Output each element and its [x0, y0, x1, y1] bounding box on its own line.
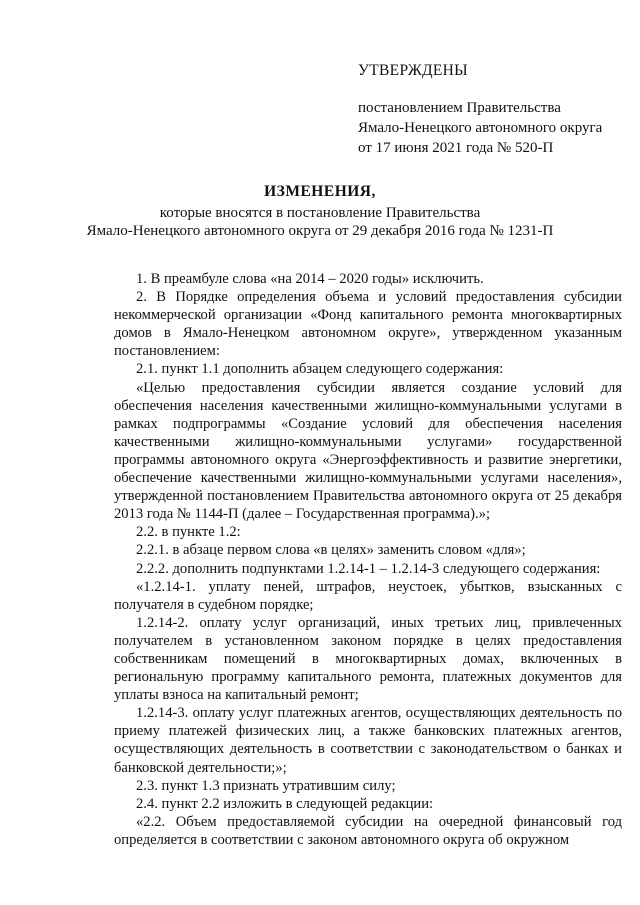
paragraph: 1.2.14-3. оплату услуг платежных агентов, осуществляющих деятельность по приему платежей физических лиц, а также банковских платежных агентов, осуществляющих деятельность в соответствии с законодательством о банках и банковской деятельности;»;	[114, 705, 622, 776]
paragraph: 2.2.1. в абзаце первом слова «в целях» заменить словом «для»;	[136, 542, 526, 559]
document-subtitle: которые вносятся в постановление Правительства	[159, 205, 481, 221]
paragraph: 2. В Порядке определения объема и условий предоставления субсидии некоммерческой организации «Фонд капитального ремонта многоквартирных домов в Ямало-Ненецком автономном округе», утвержденном указанным постановлением:	[114, 289, 622, 360]
paragraph: 2.2.2. дополнить подпунктами 1.2.14-1 – 1.2.14-3 следующего содержания:	[136, 560, 601, 577]
paragraph: 2.4. пункт 2.2 изложить в следующей редакции:	[136, 795, 434, 812]
paragraph: 2.3. пункт 1.3 признать утратившим силу;	[136, 777, 396, 794]
paragraph: 2.1. пункт 1.1 дополнить абзацем следующего содержания:	[136, 361, 504, 378]
approval-block	[358, 98, 602, 158]
document-body	[114, 270, 622, 849]
paragraph: 1.2.14-2. оплату услуг организаций, иных третьих лиц, привлеченных получателем в установленном законом порядке в целях предоставления собственникам помещений в многоквартирных домах, включенных в региональную программу капитального ремонта, платежных документов для уплаты взноса на капитальный ремонт;	[114, 614, 622, 704]
document-title: ИЗМЕНЕНИЯ,	[264, 183, 376, 200]
approval-heading: УТВЕРЖДЕНЫ	[358, 62, 468, 79]
approval-line: от 17 июня 2021 года № 520-П	[358, 140, 554, 156]
document-subtitle: Ямало-Ненецкого автономного округа от 29 декабря 2016 года № 1231-П	[86, 223, 554, 239]
approval-line: постановлением Правительства	[358, 100, 561, 116]
approval-line: Ямало-Ненецкого автономного округа	[358, 120, 603, 136]
paragraph: 1. В преамбуле слова «на 2014 – 2020 годы» исключить.	[136, 271, 484, 287]
paragraph: 2.2. в пункте 1.2:	[136, 524, 241, 541]
paragraph: «2.2. Объем предоставляемой субсидии на очередной финансовый год определяется в соответствии с законом автономного округа об окружном	[114, 813, 622, 848]
paragraph: «1.2.14-1. уплату пеней, штрафов, неустоек, убытков, взысканных с получателя в судебном порядке;	[114, 578, 622, 613]
paragraph: «Целью предоставления субсидии является создание условий для обеспечения населения качественными жилищно-коммунальными услугами в рамках подпрограммы «Создание условий для обеспечения населения качественными жилищно-коммунальными услугами» государственной программы автономного округа «Энергоэффективность и развитие энергетики, обеспечение качественными жилищно-коммунальными услугами населения», утвержденной постановлением Правительства автономного округа от 25 декабря 2013 года № 1144-П (далее – Государственная программа).»;	[114, 379, 622, 523]
